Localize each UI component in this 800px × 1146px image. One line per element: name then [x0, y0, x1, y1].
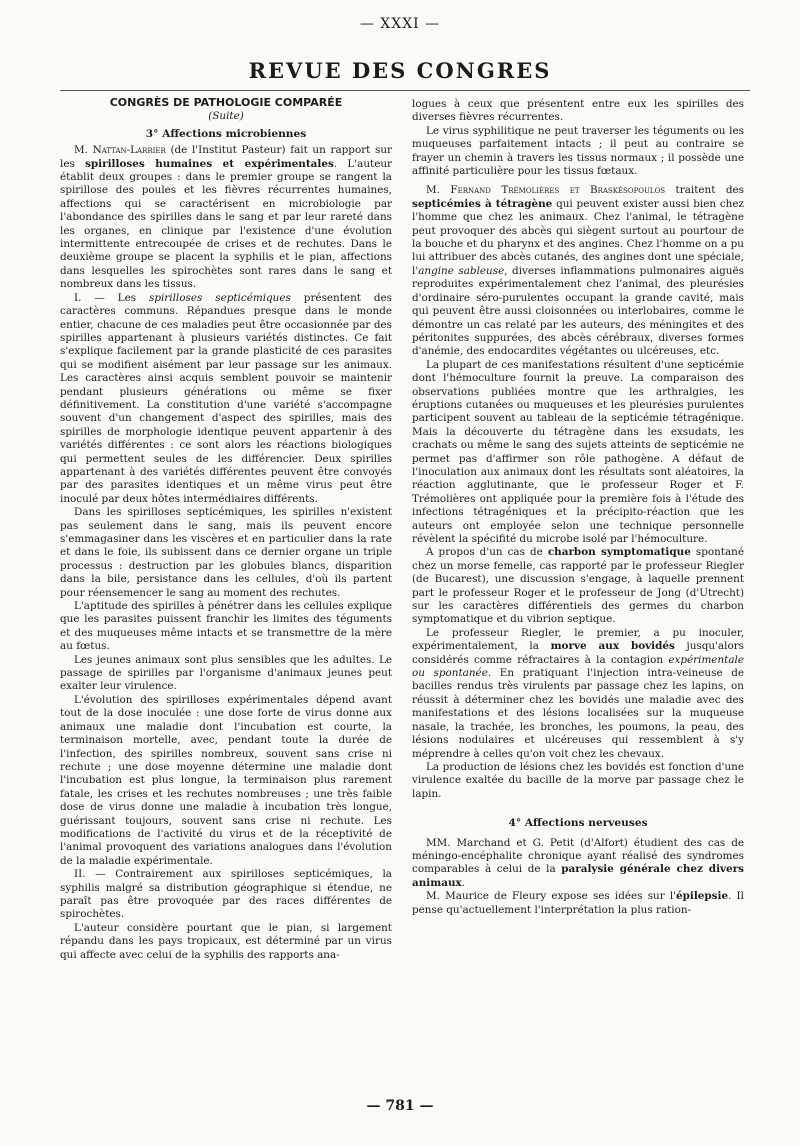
- section-heading: CONGRÈS DE PATHOLOGIE COMPARÉE: [109, 96, 343, 109]
- title-rule: [60, 90, 750, 91]
- page-title: REVUE DES CONGRES: [248, 58, 552, 83]
- subsection-heading-4: 4° Affections nerveuses: [508, 817, 648, 830]
- paragraph: Dans les spirilloses septicémiques, les spirilles n'existent pas seulement dans le sang, mais ils peuvent encore s'emmagasiner dans les viscères et en particulier dans la rate et dans le foie, ils subissent dans ce dernier organe un triple processus : destruction par les globules blancs, disparition dans la bile, persistance dans les cellules, d'où ils partent pour réensemencer le sang au moment des rechutes.: [60, 506, 392, 599]
- paragraph: L'auteur considère pourtant que le pian, si largement répandu dans les pays tropicaux, est déterminé par un virus qui affecte avec celui de la syphilis des rapports ana-: [60, 921, 392, 961]
- right-column: [412, 98, 744, 917]
- paragraph: L'évolution des spirilloses expérimentales dépend avant tout de la dose inoculée : une dose forte de virus donne aux animaux une maladie dont l'incubation est courte, la terminaison mortelle, avec, pendant toute la durée de l'infection, des spirilles nombreux, souvent sans crise ni rechute ; une dose moyenne détermine une maladie dont l'incubation est plus longue, la terminaison plus rarement fatale, les crises et les rechutes nombreuses ; une très faible dose de virus donne une maladie à incubation très longue, guérissant toujours, souvent sans crise ni rechute. Les modifications de l'activité du virus et de la réceptivité de l'animal provoquent des variations analogues dans l'évolution de la maladie expérimentale.: [60, 693, 392, 867]
- paragraph: I. — Les spirilloses septicémiques présentent des caractères communs. Répandues presque dans le monde entier, chacune de ces maladies peut être occasionnée par des spirilles appartenant à plusieurs variétés distinctes. Ce fait s'explique facilement par la grande plasticité de ces parasites qui se modifient aisément par leur passage sur les animaux. Les caractères ainsi acquis semblent pouvoir se maintenir pendant plusieurs générations ou même se fixer définitivement. La constitution d'une variété s'accompagne souvent d'un changement d'aspect des spirilles, mais des spirilles de morphologie identique peuvent appartenir à des variétés différentes : ce sont alors les réactions biologiques qui permettent seules de les différencier. Deux spirilles appartenant à des variétés différentes peuvent être convoyés par des parasites identiques et un même virus peut être inoculé par deux hôtes intermédiaires différents.: [60, 291, 393, 505]
- left-column: [60, 96, 392, 962]
- paragraph: MM. Marchand et G. Petit (d'Alfort) étudient des cas de méningo-encéphalite chronique ayant réalisé des syndromes comparables à celui de la paralysie générale chez divers animaux.: [412, 836, 744, 889]
- page-number: — 781 —: [366, 1098, 434, 1114]
- paragraph: Le professeur Riegler, le premier, a pu inoculer, expérimentalement, la morve aux bovidés jusqu'alors considérés comme réfractaires à la contagion expérimentale ou spontanée. En pratiquant l'injection intra-veineuse de bacilles rendus très virulents par passage chez les lapins, on réussit à déterminer chez les bovidés une maladie avec des manifestations et des lésions localisées sur la muqueuse nasale, la trachée, les bronches, les poumons, la peau, des lésions nodulaires et ulcéreuses qui ressemblent à s'y méprendre à celles qu'on voit chez les chevaux.: [412, 626, 744, 760]
- paragraph: L'aptitude des spirilles à pénétrer dans les cellules explique que les parasites puissent franchir les limites des téguments et des muqueuses même intacts et se transmettre de la mère au fœtus.: [60, 600, 392, 653]
- section-suite: (Suite): [208, 110, 244, 123]
- paragraph: Le virus syphilitique ne peut traverser les téguments ou les muqueuses parfaitement intacts ; il peut au contraire se frayer un chemin à travers les tissus normaux ; il possède une affinité particulière pour les tissus fœtaux.: [412, 124, 744, 178]
- subsection-heading-3: 3° Affections microbiennes: [145, 127, 307, 140]
- paragraph: A propos d'un cas de charbon symptomatique spontané chez un morse femelle, cas rapporté par le professeur Riegler (de Bucarest), une discussion s'engage, à laquelle prennent part le professeur Roger et le professeur de Jong (d'Utrecht) sur les caractères différentiels des germes du charbon symptomatique et du vibrion septique.: [412, 546, 745, 626]
- paragraph: M. Nattan-Larrier (de l'Institut Pasteur) fait un rapport sur les spirilloses humaines et expérimentales. L'auteur établit deux groupes : dans le premier groupe se rangent la spirillose des poules et les fièvres récurrentes humaines, affections qui se caractérisent en microbiologie par l'abondance des spirilles dans le sang et par leur rareté dans les organes, en clinique par l'existence d'une évolution intermittente entrecoupée de crises et de rechutes. Dans le deuxième groupe se placent la syphilis et le pian, affections dans lesquelles les spirochètes sont rares dans le sang et nombreux dans les tissus.: [60, 144, 392, 291]
- paragraph: M. Maurice de Fleury expose ses idées sur l'épilepsie. Il pense qu'actuellement l'interprétation la plus ration-: [412, 890, 744, 916]
- paragraph: La plupart de ces manifestations résultent d'une septicémie dont l'hémoculture fournit la preuve. La comparaison des observations publiées montre que les arthralgies, les éruptions cutanées ou muqueuses et les pleurésies purulentes participent souvent au tableau de la septicémie tétragénique. Mais la découverte du tétragène dans les exsudats, les crachats ou même le sang des sujets atteints de septicémie ne permet pas d'affirmer son rôle pathogène. A défaut de l'inoculation aux animaux dont les résultats sont aléatoires, la réaction agglutinante, que le professeur Roger et F. Trémolières ont appliquée pour la première fois à l'étude des infections tétragéniques et la précipito-réaction que les auteurs ont employée selon une technique personnelle révèlent la spécifité du microbe isolé par l'hémoculture.: [412, 358, 744, 545]
- paragraph: M. Fernand Trémolières et Braskésopoulos traitent des septicémies à tétragène qui peuvent exister aussi bien chez l'homme que chez les animaux. Chez l'animal, le tétragène peut provoquer des abcès qui siègent surtout au pourtour de la bouche et du pharynx et des angines. Chez l'homme on a pu lui attribuer des abcès cutanés, des angines dont une spéciale, l'angine sableuse, diverses inflammations pulmonaires aiguës reproduites expérimentalement chez l'animal, des pleurésies d'ordinaire séro-purulentes occupant la grande cavité, mais qui peuvent être aussi cloisonnées ou interlobaires, comme le démontre un cas relaté par les auteurs, des méningites et des péritonites suppurées, des abcès cérébraux, diverses formes d'anémie, des endocardites végétantes ou ulcéreuses, etc.: [412, 184, 744, 358]
- paragraph: logues à ceux que présentent entre eux les spirilles des diverses fièvres récurrentes.: [412, 98, 744, 124]
- paragraph: La production de lésions chez les bovidés est fonction d'une virulence exaltée du bacille de la morve par passage chez le lapin.: [412, 760, 744, 800]
- paragraph: II. — Contrairement aux spirilloses septicémiques, la syphilis malgré sa distribution géographique si étendue, ne paraît pas être provoquée par des races différentes de spirochètes.: [60, 868, 392, 921]
- page-header: — XXXI —: [359, 16, 441, 32]
- paragraph: Les jeunes animaux sont plus sensibles que les adultes. Le passage de spirilles par l'organisme d'animaux jeunes peut exalter leur virulence.: [60, 653, 392, 693]
